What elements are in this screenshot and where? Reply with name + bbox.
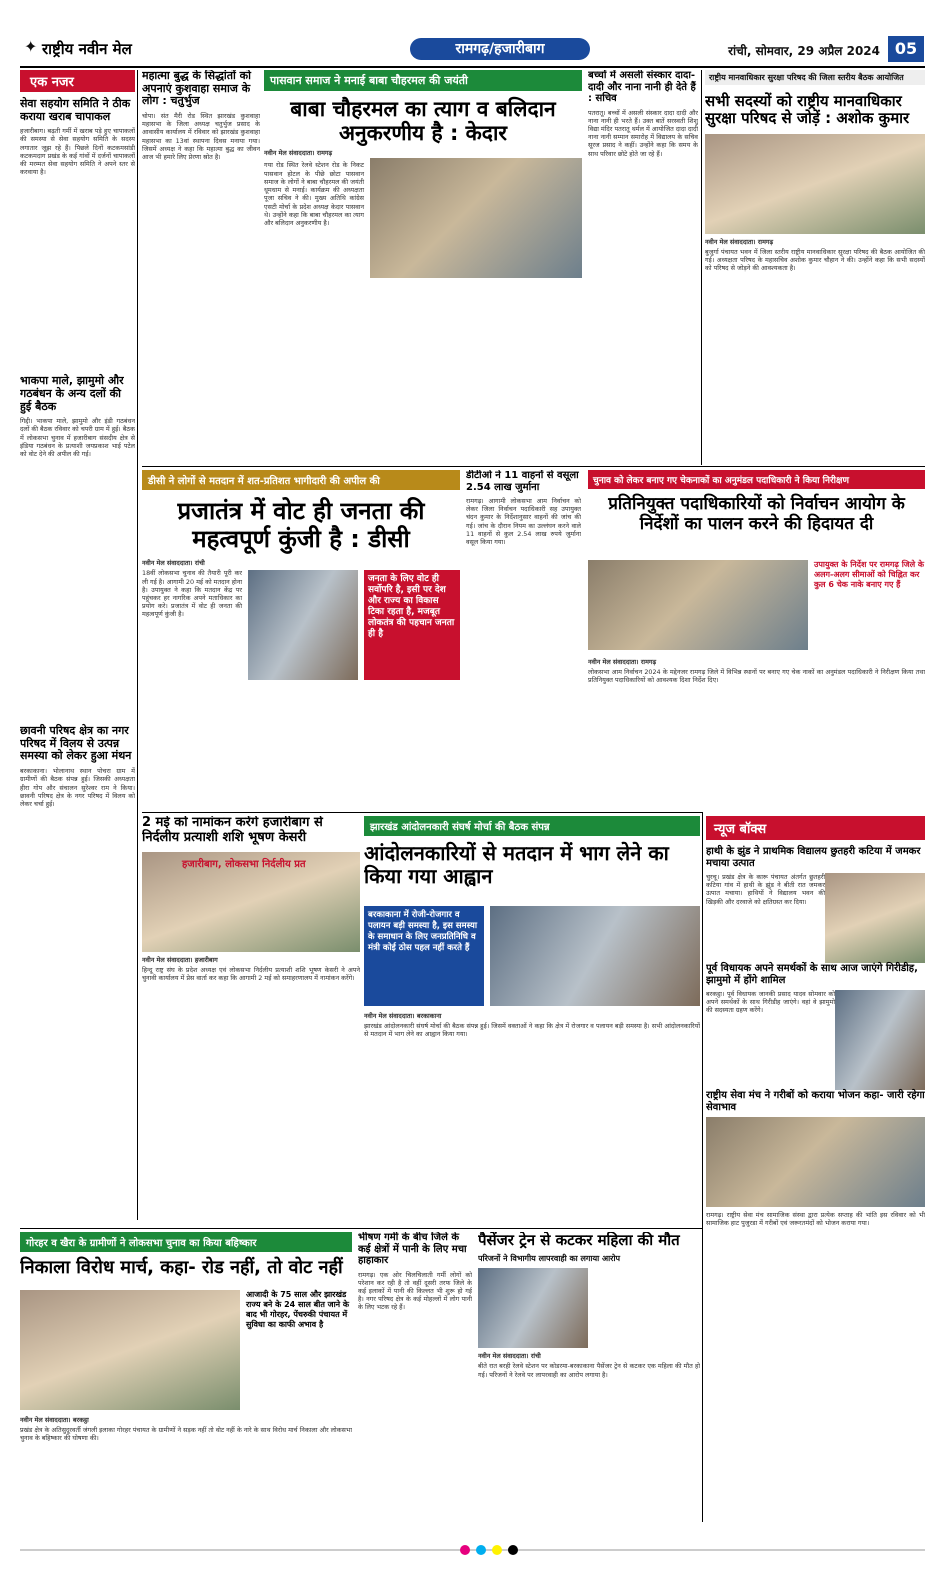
news-item3-body: रामगढ़। राष्ट्रीय सेवा मंच सामाजिक संस्था द्वारा प्रत्येक सप्ताह की भांति इस रविवार को भी सामाजिक हाट पुजुरडा में गरीबों एवं जरूरतमंदों को भोजन कराया गया। bbox=[706, 1211, 925, 1228]
water-body: रामगढ़। एक ओर चिलचिलाती गर्मी लोगों को परेशान कर रही है तो वहीं दूसरी तरफ जिले के कई इलाकों में पानी की किल्लत भी शुरू हो गई है। नगर परिषद क्षेत्र के कई मोहल्लों में लोग पानी के लिए भटक रहे हैं। bbox=[358, 1270, 472, 1312]
nomination-body: हिन्दू राष्ट्र संघ के प्रदेश अध्यक्ष एवं लोकसभा निर्दलीय प्रत्याशी शशि भूषण केसरी ने अपने चुनावी कार्यालय में प्रेस वार्ता कर कहा कि आगामी 2 मई को समाहरणालय में नामांकन करेंगे। bbox=[142, 966, 360, 983]
checkpost-article bbox=[588, 470, 925, 810]
page-number: 05 bbox=[888, 36, 924, 62]
boycott-article bbox=[20, 1232, 352, 1522]
dto-headline: डीटीओ ने 11 वाहनों से वसूला 2.54 लाख जुर्माना bbox=[466, 470, 579, 493]
news-item1-photo bbox=[825, 873, 925, 963]
andolan-headline: आंदोलनकारियों से मतदान में भाग लेने का किया गया आह्वान bbox=[364, 841, 669, 888]
manav-kicker: राष्ट्रीय मानवाधिकार सुरक्षा परिषद की जिला स्तरीय बैठक आयोजित bbox=[705, 70, 925, 85]
news-box-label: न्यूज बॉक्स bbox=[706, 816, 925, 840]
dc-photo bbox=[248, 570, 358, 680]
andolan-photo bbox=[490, 906, 700, 1006]
manav-article bbox=[705, 70, 925, 465]
checkpost-photo bbox=[588, 560, 808, 650]
boycott-photo bbox=[20, 1290, 240, 1410]
masthead bbox=[20, 36, 925, 66]
newspaper-name: राष्ट्रीय नवीन मेल bbox=[42, 40, 132, 58]
train-dateline: नवीन मेल संवाददाता। रांची bbox=[478, 1352, 541, 1361]
ek-nazar-body: हजारीबाग। बढ़ती गर्मी में खराब पड़े हुए चापाकलों की समस्या से सेवा सहयोग समिति के सदस्य लगातार जूझ रहे हैं। पिछले दिनों कटकमसांडी कटकमदाग प्रखंड के कई गांवों में दर्जनों चापाकलों की मरम्मत सेवा सहयोग समिति ने अपने स्तर से करवाया है। bbox=[20, 127, 135, 177]
baba-article bbox=[264, 70, 582, 465]
andolan-quote: बरकाकाना में रोजी-रोजगार व पलायन बड़ी समस्या है, इस समस्या के समाधान के लिए जनप्रतिनिधि व मंत्री कोई ठोस पहल नहीं करते हैं bbox=[364, 906, 484, 1006]
news-item1-body: चुरचू। प्रखंड क्षेत्र के कारू पंचायत अंतर्गत छुतहरी कटिया गांव में हाथी के झुंड ने बीती रात जमकर उत्पात मचाया। हाथियों ने विद्यालय भवन की खिड़की और दरवाजे को क्षतिग्रस्त कर दिया। bbox=[706, 873, 825, 906]
ek-nazar-column bbox=[20, 70, 135, 1225]
bird-logo-icon: ✦ bbox=[24, 37, 38, 56]
news-item3-headline: राष्ट्रीय सेवा मंच ने गरीबों को कराया भोजन कहा- जारी रहेगा सेवाभाव bbox=[706, 1090, 925, 1113]
dc-kicker: डीसी ने लोगों से मतदान में शत-प्रतिशत भागीदारी की अपील की bbox=[142, 470, 460, 490]
bhakpa-headline: भाकपा माले, झामुमो और गठबंधन के अन्य दलों की हुई बैठक bbox=[20, 374, 124, 413]
sanskar-headline: बच्चों में असली संस्कार दादा-दादी और नाना नानी ही देते हैं : सचिव bbox=[588, 70, 696, 104]
dc-body: 18वीं लोकसभा चुनाव की तैयारी पूरी कर ली गई है। आगामी 20 मई को मतदान होना है। उपायुक्त ने कहा कि मतदान केंद्र पर पहुंचकर हर नागरिक अपने मताधिकार का प्रयोग करे। प्रजातंत्र में वोट ही जनता की महत्वपूर्ण कुंजी है। bbox=[142, 569, 243, 619]
manav-headline: सभी सदस्यों को राष्ट्रीय मानवाधिकार सुरक्षा परिषद से जोड़ें : अशोक कुमार bbox=[705, 92, 910, 128]
dc-dateline: नवीन मेल संवाददाता। रांची bbox=[142, 559, 205, 568]
train-body: बीते रात बरही रेलवे स्टेशन पर कोडरमा-बरकाकाना पैसेंजर ट्रेन से कटकर एक महिला की मौत हो गई। परिजनों ने रेलवे पर लापरवाही का आरोप लगाया है। bbox=[478, 1362, 700, 1379]
section-label: रामगढ़/हजारीबाग bbox=[410, 38, 590, 60]
bhakpa-body: गिद्दी। भाकपा माले, झामुमो और इंडी गठबंधन दलों की बैठक रविवार को चपरी ग्राम में हुई। बैठक में लोकसभा चुनाव में हजारीबाग संसदीय क्षेत्र से इंडिया गठबंधन के प्रत्याशी जयप्रकाश भाई पटेल को वोट देने की अपील की गई। bbox=[20, 417, 135, 459]
checkpost-body: लोकसभा आम निर्वाचन 2024 के मद्देनजर रामगढ़ जिले में विभिन्न स्थानों पर बनाए गए चेक नाकों का अनुमंडल पदाधिकारी ने निरीक्षण किया तथा प्रतिनियुक्त पदाधिकारियों को आवश्यक दिशा निर्देश दिए। bbox=[588, 668, 925, 685]
andolan-dateline: नवीन मेल संवाददाता। बरकाकाना bbox=[364, 1012, 442, 1020]
buddha-article bbox=[142, 70, 260, 465]
nomination-photo bbox=[142, 852, 360, 952]
boycott-quote: आजादी के 75 साल और झारखंड राज्य बने के 24 साल बीत जाने के बाद भी गोरहर, पेंचरुकी पंचायत में सुविधा का काफी अभाव है bbox=[246, 1290, 350, 1329]
ek-nazar-label: एक नजर bbox=[20, 70, 135, 92]
buddha-body: चोपा। संत मैरी रोड स्थित झारखंड कुशवाहा महासभा के जिला अध्यक्ष चतुर्भुज प्रसाद के आवासीय कार्यालय में रविवार को झारखंड कुशवाहा महासभा का 13वां स्थापना दिवस मनाया गया। जिसमें अध्यक्ष ने कहा कि महात्मा बुद्ध का जीवन आज भी हमारे लिए प्रेरणा स्रोत है। bbox=[142, 111, 260, 161]
dto-body: रामगढ़। आगामी लोकसभा आम निर्वाचन को लेकर जिला निर्वाचन पदाधिकारी सह उपायुक्त चंदन कुमार के निर्देशानुसार वाहनों की जांच की गई। जांच के दौरान नियम का उल्लंघन करने वाले 11 वाहनों से कुल 2.54 लाख रुपये जुर्माना वसूल किया गया। bbox=[466, 497, 581, 547]
dc-article bbox=[142, 470, 460, 810]
manav-dateline: नवीन मेल संवाददाता। रामगढ़ bbox=[705, 237, 774, 246]
nomination-headline: 2 मई को नामांकन करेंगे हजारीबाग से निर्दलीय प्रत्याशी शशि भूषण केसरी bbox=[142, 816, 323, 845]
news-item2-body: बरकट्ठा। पूर्व विधायक जानकी प्रसाद यादव सोमवार को अपने समर्थकों के साथ गिरीडीह जाएंगे। वहां वे झामुमो की सदस्यता ग्रहण करेंगे। bbox=[706, 990, 835, 1015]
manav-body: बुजुर्गा पंचायत भवन में जिला स्तरीय राष्ट्रीय मानवाधिकार सुरक्षा परिषद की बैठक आयोजित की गई। अध्यक्षता परिषद के महासचिव अशोक कुमार चौहान ने की। उन्होंने कहा कि सभी सदस्यों को परिषद से जोड़ने की आवश्यकता है। bbox=[705, 247, 925, 273]
train-photo bbox=[478, 1268, 588, 1348]
dc-quote: जनता के लिए वोट ही सर्वोपरि है, इसी पर देश और राज्य का विकास टिका रहता है, मजबूत लोकतंत्र की पहचान जनता ही है bbox=[364, 570, 460, 680]
checkpost-dateline: नवीन मेल संवाददाता। रामगढ़ bbox=[588, 658, 657, 666]
news-box bbox=[706, 816, 925, 1521]
baba-body: गया रोड स्थित रेलवे स्टेशन रोड के निकट पासवान होटल के पीछे छोटा पासवान समाज के लोगों ने बाबा चौहरमल की जयंती धूमधाम से मनाई। कार्यक्रम की अध्यक्षता पूजा सचिव ने की। मुख्य अतिथि कांग्रेस एसटी मोर्चा के प्रदेश अध्यक्ष केदार पासवान थे। उन्होंने कहा कि बाबा चौहरमल का त्याग और बलिदान अनुकरणीय है। bbox=[264, 161, 364, 227]
baba-photo bbox=[370, 158, 582, 278]
sanskar-article bbox=[588, 70, 698, 465]
edition-date: रांची, सोमवार, 29 अप्रैल 2024 bbox=[728, 44, 880, 58]
boycott-kicker: गोरहर व खैरा के ग्रामीणों ने लोकसभा चुनाव का किया बहिष्कार bbox=[20, 1232, 352, 1252]
boycott-body: प्रखंड क्षेत्र के अतिसुदूरवर्ती जंगली इलाका गोरहर पंचायत के ग्रामीणों ने सड़क नहीं तो वोट नहीं के नारे के साथ विरोध मार्च निकाला और लोकसभा चुनाव के बहिष्कार की घोषणा की। bbox=[20, 1426, 352, 1443]
dto-article bbox=[466, 470, 581, 810]
color-registration-strip bbox=[20, 1545, 925, 1557]
andolan-article bbox=[364, 816, 700, 1226]
sanskar-body: पतरातू। बच्चों में असली संस्कार दादा दादी और नाना नानी ही भरते हैं। उक्त बातें सरस्वती शिशु विद्या मंदिर पतरातू थर्मल में आयोजित दादा दादी नाना नानी सम्मान समारोह में विद्यालय के सचिव सूरज प्रसाद ने कहीं। उन्होंने कहा कि समय के साथ परिवार छोटे होते जा रहे हैं। bbox=[588, 108, 698, 158]
buddha-headline: महात्मा बुद्ध के सिद्धांतों को अपनाएं कुशवाहा समाज के लोग : चतुर्भुज bbox=[142, 70, 251, 108]
boycott-headline: निकाला विरोध मार्च, कहा- रोड नहीं, तो वोट नहीं bbox=[20, 1257, 343, 1278]
news-item2-headline: पूर्व विधायक अपने समर्थकों के साथ आज जाएंगे गिरीडीह, झामुमो में होंगे शामिल bbox=[706, 963, 918, 986]
andolan-body: झारखंड आंदोलनकारी संघर्ष मोर्चा की बैठक संपन्न हुई। जिसमें वक्ताओं ने कहा कि क्षेत्र में रोजगार व पलायन बड़ी समस्या है। सभी आंदोलनकारियों से मतदान में भाग लेने का आह्वान किया गया। bbox=[364, 1022, 700, 1039]
nomination-article bbox=[142, 816, 360, 1226]
baba-dateline: नवीन मेल संवाददाता। रामगढ़ bbox=[264, 149, 333, 158]
andolan-kicker: झारखंड आंदोलनकारी संघर्ष मोर्चा की बैठक संपन्न bbox=[364, 816, 700, 836]
checkpost-bullet: उपायुक्त के निर्देश पर रामगढ़ जिले के अलग-अलग सीमाओं को चिह्नित कर कुल 6 चेक नाके बनाए गए हैं bbox=[814, 560, 925, 589]
ek-nazar-headline: सेवा सहयोग समिति ने ठीक कराया खराब चापाकल bbox=[20, 97, 131, 123]
train-sub: परिजनों ने विभागीय लापरवाही का लगाया आरोप bbox=[478, 1254, 621, 1264]
news-item3-photo bbox=[706, 1117, 925, 1207]
checkpost-kicker: चुनाव को लेकर बनाए गए चेकनाकों का अनुमंडल पदाधिकारी ने किया निरीक्षण bbox=[588, 470, 925, 489]
dc-headline: प्रजातंत्र में वोट ही जनता की महत्वपूर्ण कुंजी है : डीसी bbox=[177, 497, 425, 553]
nomination-banner: हजारीबाग, लोकसभा निर्दलीय प्रत bbox=[182, 858, 306, 870]
baba-kicker: पासवान समाज ने मनाई बाबा चौहरमल की जयंती bbox=[264, 70, 582, 91]
train-headline: पैसेंजर ट्रेन से कटकर महिला की मौत bbox=[478, 1232, 680, 1249]
boycott-dateline: नवीन मेल संवाददाता। बरकट्ठा bbox=[20, 1416, 89, 1424]
water-article bbox=[358, 1232, 472, 1522]
manav-photo bbox=[705, 134, 925, 234]
news-item2-photo bbox=[835, 990, 925, 1090]
checkpost-headline: प्रतिनियुक्त पदाधिकारियों को निर्वाचन आयोग के निर्देशों का पालन करने की हिदायत दी bbox=[608, 494, 905, 534]
baba-headline: बाबा चौहरमल का त्याग व बलिदान अनुकरणीय है : केदार bbox=[290, 97, 556, 146]
nomination-dateline: नवीन मेल संवाददाता। हजारीबाग bbox=[142, 955, 218, 964]
train-article bbox=[478, 1232, 700, 1522]
chhawani-body: बरकाकाना। भोलानाथ स्थान पोचरा ग्राम में ग्रामीणों की बैठक संपन्न हुई। जिसकी अध्यक्षता हीरा गोप और संचालन सुरेश्वर राम ने किया। छावनी परिषद क्षेत्र के नगर परिषद में विलय को लेकर चर्चा हुई। bbox=[20, 767, 135, 808]
news-item1-headline: हाथी के झुंड ने प्राथमिक विद्यालय छुतहरी कटिया में जमकर मचाया उत्पात bbox=[706, 846, 921, 869]
water-headline: भीषण गर्मी के बीच जिले के कई क्षेत्रों में पानी के लिए मचा हाहाकार bbox=[358, 1232, 467, 1266]
chhawani-headline: छावनी परिषद क्षेत्र का नगर परिषद में विलय से उत्पन्न समस्या को लेकर हुआ मंथन bbox=[20, 724, 132, 763]
